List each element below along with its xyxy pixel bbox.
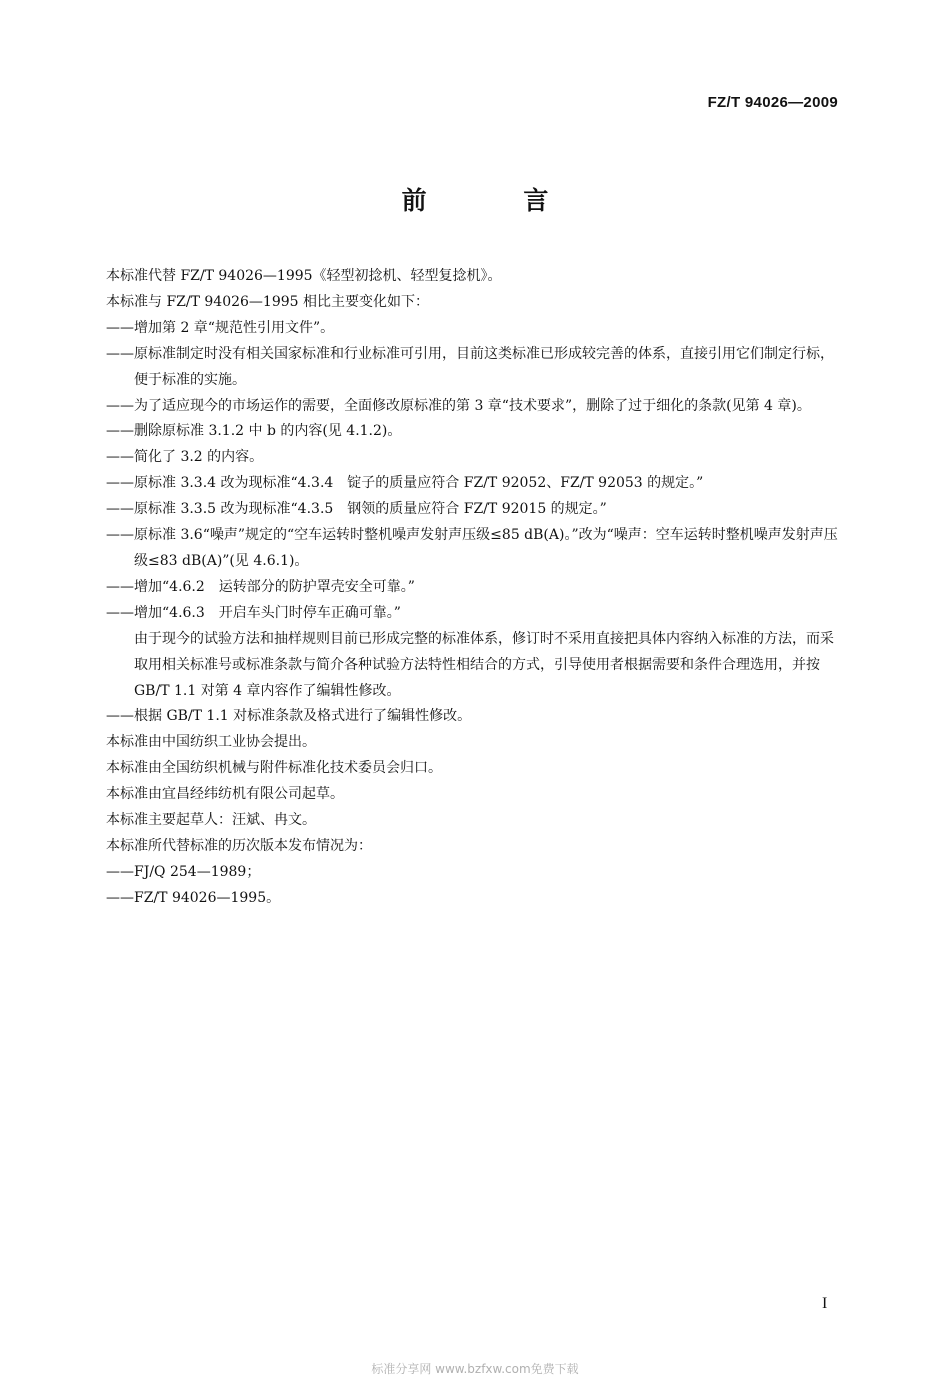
list-item-text: 原标准 3.3.5 改为现标准“4.3.5 钢领的质量应符合 FZ/T 92015 的规定。” (134, 501, 607, 518)
page-number: I (822, 1295, 828, 1312)
paragraph-proposed-by: 本标准由中国纺织工业协会提出。 (106, 734, 316, 751)
dash-mark: —— (106, 501, 134, 518)
dash-mark: —— (106, 889, 134, 906)
list-item-text: 增加“4.6.3 开启车头门时停车正确可靠。” (134, 604, 401, 621)
paragraph-centralized-by: 本标准由全国纺织机械与附件标准化技术委员会归口。 (106, 760, 442, 777)
watermark-text: 标准分享网 www.bzfxw.com免费下载 (371, 1362, 579, 1376)
history-item-text: FJ/Q 254—1989； (134, 863, 261, 880)
list-item-text: 由于现今的试验方法和抽样规则目前已形成完整的标准体系，修订时不采用直接把具体内容纳入标准的方法，而采取用相关标准号或标准条款与简介各种试验方法特性相结合的方式，引导使用者根据需要和条件合理选用，并按 GB/T 1.1 对第 4 章内容作了编辑性修改。 (134, 630, 834, 699)
list-item-text: 简化了 3.2 的内容。 (134, 449, 264, 466)
list-item (106, 704, 846, 730)
page-title: 前 言 (401, 186, 593, 215)
list-item (106, 342, 846, 394)
list-item-text: 根据 GB/T 1.1 对标准条款及格式进行了编辑性修改。 (134, 708, 472, 725)
history-item-text: FZ/T 94026—1995。 (134, 889, 281, 906)
list-item (106, 523, 846, 575)
dash-mark: —— (106, 527, 134, 544)
list-item (106, 316, 846, 342)
dash-mark: —— (106, 863, 134, 880)
dash-mark: —— (106, 449, 134, 466)
list-item (106, 471, 846, 497)
list-item-text: 增加“4.6.2 运转部分的防护罩壳安全可靠。” (134, 578, 415, 595)
list-item-text: 原标准 3.6“噪声”规定的“空车运转时整机噪声发射声压级≤85 dB(A)。”改为“噪声：空车运转时整机噪声发射声压级≤83 dB(A)”(见 4.6.1)。 (134, 527, 838, 569)
dash-mark: —— (106, 475, 134, 492)
list-item-text: 原标准制定时没有相关国家标准和行业标准可引用，目前这类标准已形成较完善的体系，直接引用它们制定行标，便于标准的实施。 (134, 345, 834, 388)
paragraph-drafters: 本标准主要起草人：汪斌、冉文。 (106, 812, 316, 829)
paragraph-drafted-by: 本标准由宜昌经纬纺机有限公司起草。 (106, 786, 344, 803)
list-item-text: 原标准 3.3.4 改为现标准“4.3.4 锭子的质量应符合 FZ/T 92052、FZ/T 92053 的规定。” (134, 475, 704, 492)
dash-mark: —— (106, 345, 134, 362)
dash-mark: —— (106, 423, 134, 440)
list-item-text: 删除原标准 3.1.2 中 b 的内容(见 4.1.2)。 (134, 423, 402, 440)
dash-mark: —— (106, 708, 134, 725)
paragraph-replaces: 本标准代替 FZ/T 94026—1995《轻型初捻机、轻型复捻机》。 (106, 268, 502, 284)
list-item (106, 419, 846, 445)
dash-mark: —— (106, 397, 134, 414)
dash-mark: —— (106, 604, 134, 621)
list-item (106, 627, 846, 705)
list-item (106, 497, 846, 523)
list-item-text: 增加第 2 章“规范性引用文件”。 (134, 319, 335, 336)
paragraph-changes-intro: 本标准与 FZ/T 94026—1995 相比主要变化如下： (106, 293, 430, 310)
foreword-body (106, 264, 846, 912)
history-item (106, 860, 846, 886)
paragraph-history-intro: 本标准所代替标准的历次版本发布情况为： (106, 837, 372, 854)
list-item (106, 575, 846, 601)
standard-code: FZ/T 94026—2009 (707, 94, 838, 111)
list-item-text: 为了适应现今的市场运作的需要，全面修改原标准的第 3 章“技术要求”，删除了过于细化的条款(见第 4 章)。 (134, 397, 811, 414)
list-item (106, 394, 846, 420)
dash-mark (106, 627, 134, 705)
dash-mark: —— (106, 578, 134, 595)
list-item (106, 445, 846, 471)
history-item (106, 886, 846, 912)
dash-mark: —— (106, 319, 134, 336)
list-item (106, 601, 846, 627)
